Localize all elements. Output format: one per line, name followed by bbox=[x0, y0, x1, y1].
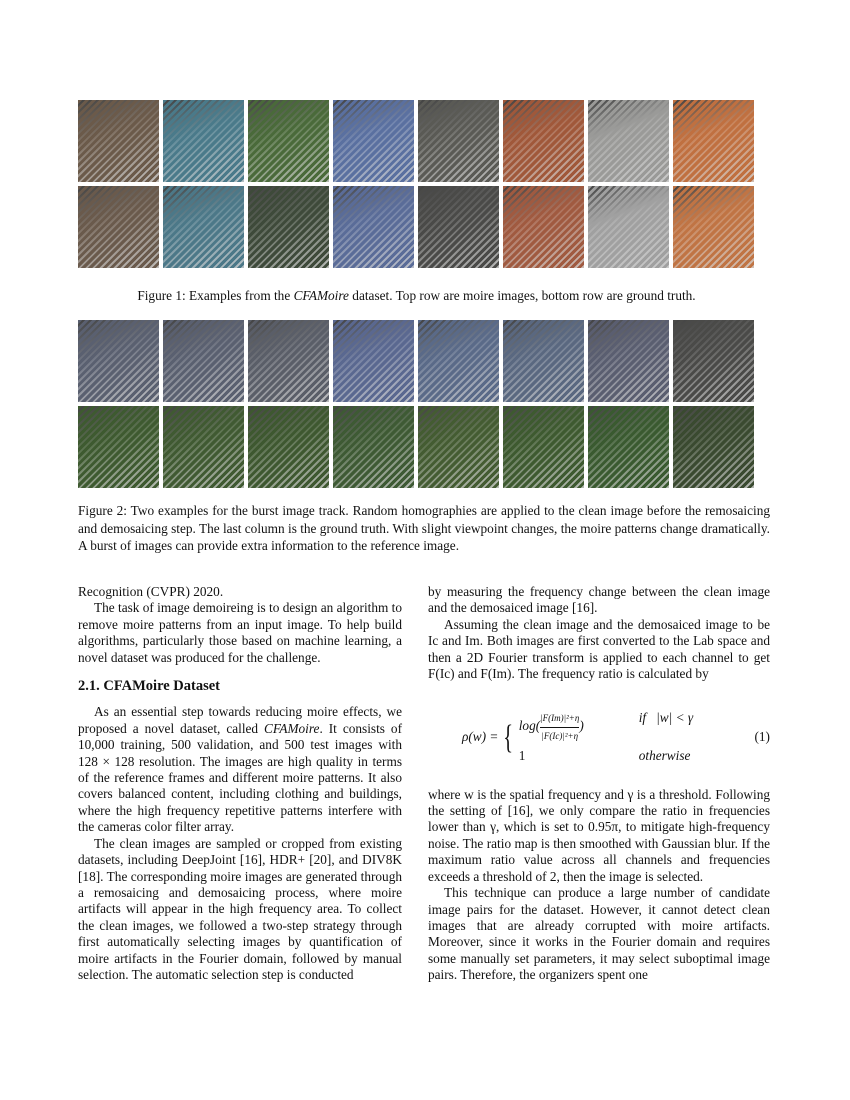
example-image bbox=[418, 186, 499, 268]
section-heading: 2.1. CFAMoire Dataset bbox=[78, 678, 221, 695]
equation-lhs: ρ(w) = bbox=[462, 729, 499, 745]
right-column bbox=[428, 584, 770, 984]
log: log( bbox=[518, 718, 541, 734]
paragraph: Assuming the clean image and the demosaiced image to be Ic and Im. Both images are first converted to the Lab space and then a 2D Fourier transform is applied to each channel to get F(Ic) and F(Im). The frequency ratio is calculated by bbox=[428, 616, 770, 682]
example-image bbox=[163, 100, 244, 182]
example-image bbox=[248, 320, 329, 402]
example-image bbox=[248, 100, 329, 182]
equation-1 bbox=[428, 710, 770, 764]
example-image bbox=[503, 100, 584, 182]
example-image bbox=[163, 186, 244, 268]
paragraph: The task of image demoireing is to design an algorithm to remove moire patterns from an input image. To help build algorithms, particularly those based on machine learning, a novel dataset was produced for the challenge. bbox=[78, 600, 402, 665]
example-image bbox=[248, 406, 329, 488]
figure-1-images bbox=[78, 100, 755, 272]
case-1 bbox=[519, 710, 639, 744]
example-image bbox=[673, 100, 754, 182]
image-row bbox=[78, 186, 755, 268]
dataset-name: CFAMoire bbox=[264, 720, 320, 736]
denominator: |F(Ic)|²+η bbox=[541, 730, 579, 741]
text: As an essential step towards reducing moire effects, we proposed a novel dataset, called bbox=[78, 704, 402, 736]
example-image bbox=[503, 320, 584, 402]
paragraph: This technique can produce a large number of candidate image pairs for the dataset. However, it cannot detect clean images that are already corrupted with moire artifacts. Moreover, since it works in the Fourier domain and requires some manually set parameters, it may select suboptimal image pairs. Therefore, the organizers spent one bbox=[428, 885, 770, 983]
image-row bbox=[78, 100, 755, 182]
paren: ) bbox=[579, 718, 584, 734]
example-image bbox=[588, 406, 669, 488]
figure-2-caption: Figure 2: Two examples for the burst image track. Random homographies are applied to the clean image before the remosaicing and demosaicing step. The last column is the ground truth. With slight viewpoint changes, the moire patterns change dramatically. A burst of images can provide extra information to the reference image. bbox=[78, 503, 770, 553]
paragraph: by measuring the frequency change between the clean image and the demosaiced image [16]. bbox=[428, 584, 770, 616]
paragraph: Recognition (CVPR) 2020. bbox=[78, 584, 224, 599]
example-image bbox=[163, 320, 244, 402]
image-row bbox=[78, 406, 755, 488]
equation-number: (1) bbox=[754, 729, 770, 745]
example-image bbox=[248, 186, 329, 268]
paragraph bbox=[78, 704, 402, 835]
example-image bbox=[78, 406, 159, 488]
example-image bbox=[418, 100, 499, 182]
example-image bbox=[418, 320, 499, 402]
brace: { bbox=[503, 718, 514, 756]
example-image bbox=[588, 186, 669, 268]
example-image bbox=[78, 186, 159, 268]
example-image bbox=[503, 186, 584, 268]
left-column bbox=[78, 584, 402, 983]
fraction bbox=[540, 710, 579, 744]
image-row bbox=[78, 320, 755, 402]
case-2: 1 bbox=[518, 748, 526, 764]
example-image bbox=[78, 100, 159, 182]
example-image bbox=[333, 186, 414, 268]
figure-2-images bbox=[78, 320, 755, 492]
example-image bbox=[503, 406, 584, 488]
caption-dataset-name: CFAMoire bbox=[293, 288, 349, 303]
example-image bbox=[673, 186, 754, 268]
example-image bbox=[333, 320, 414, 402]
caption-text: Figure 1: Examples from the bbox=[137, 288, 294, 303]
numerator: |F(Im)|²+η bbox=[540, 710, 579, 727]
equation-cases bbox=[519, 710, 729, 764]
paragraph: where w is the spatial frequency and γ is a threshold. Following the setting of [16], we only compare the ratio in frequencies lower than γ, which is set to 0.95π, to mitigate high-frequency noise. The ratio map is then smoothed with Gaussian blur. If the maximum ratio value across all channels and frequencies exceeds a threshold of 2, then the image is selected. bbox=[428, 786, 770, 884]
example-image bbox=[588, 320, 669, 402]
text: . It consists of 10,000 training, 500 validation, and 500 test images with 128 × 128 resolution. The images are high quality in terms of the reference frames and different moire patterns. It also covers balanced content, including clothing and buildings, where the high frequency repetitive patterns interfere with the cameras color filter array. bbox=[78, 720, 403, 835]
example-image bbox=[673, 320, 754, 402]
example-image bbox=[673, 406, 754, 488]
example-image bbox=[163, 406, 244, 488]
caption-text: dataset. Top row are moire images, bottom row are ground truth. bbox=[348, 288, 696, 303]
example-image bbox=[418, 406, 499, 488]
example-image bbox=[588, 100, 669, 182]
paragraph: The clean images are sampled or cropped from existing datasets, including DeepJoint [16], HDR+ [20], and DIV8K [18]. The corresponding moire images are generated through a remosaicing and demosaicing process, where moire artifacts will appear in the high frequency area. To collect the clean images, we followed a two-step strategy through first automatically selecting images by quantification of moire artifacts in the Fourier domain, followed by manual selection. The automatic selection step is conducted bbox=[78, 835, 402, 982]
figure-1-caption bbox=[78, 287, 755, 305]
example-image bbox=[333, 100, 414, 182]
example-image bbox=[333, 406, 414, 488]
example-image bbox=[78, 320, 159, 402]
condition-2: otherwise bbox=[638, 748, 691, 764]
condition-1: if |w| < γ bbox=[638, 710, 694, 726]
